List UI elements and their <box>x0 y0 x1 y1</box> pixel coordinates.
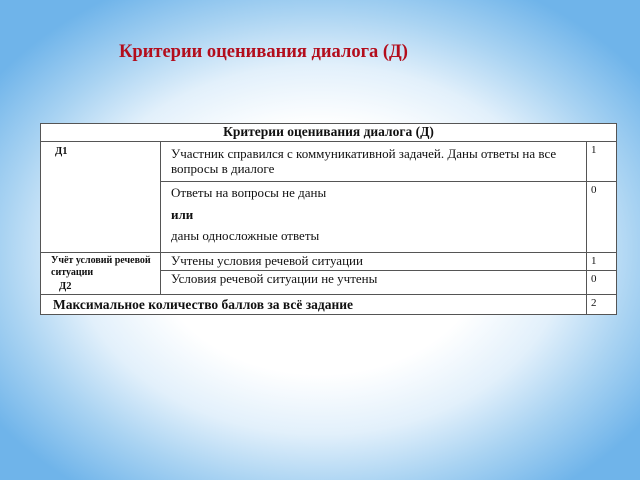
criterion-d2-full-description: Учтены условия речевой ситуации <box>161 253 587 271</box>
slide-title: Критерии оценивания диалога (Д) <box>119 42 408 62</box>
criterion-d1-none-or: или <box>171 207 194 222</box>
score-d2-full: 1 <box>587 253 617 271</box>
score-d1-none: 0 <box>587 182 617 253</box>
table-row-total <box>41 295 617 315</box>
criterion-d2-label: Учёт условий речевой ситуации <box>51 255 151 278</box>
criterion-d2-label-cell <box>41 253 161 295</box>
table-row-d1-1 <box>41 142 617 182</box>
table-header-row <box>41 124 617 142</box>
score-d1-full: 1 <box>587 142 617 182</box>
criterion-d1-full-description: Участник справился с коммуникативной задачей. Даны ответы на все вопросы в диалоге <box>161 142 587 182</box>
table-header: Критерии оценивания диалога (Д) <box>41 124 617 142</box>
score-d2-none: 0 <box>587 271 617 295</box>
score-total: 2 <box>587 295 617 315</box>
criterion-d1-none-description <box>161 182 587 253</box>
criteria-table <box>40 123 617 315</box>
criterion-d1-none-line1: Ответы на вопросы не даны <box>171 185 327 200</box>
criterion-d2-none-description: Условия речевой ситуации не учтены <box>161 271 587 295</box>
criterion-code-d1: Д1 <box>41 142 161 253</box>
total-label: Максимальное количество баллов за всё задание <box>41 295 587 315</box>
criterion-d1-none-line3: даны односложные ответы <box>171 228 320 243</box>
table-row-d2-1 <box>41 253 617 271</box>
criterion-code-d2: Д2 <box>59 281 72 292</box>
